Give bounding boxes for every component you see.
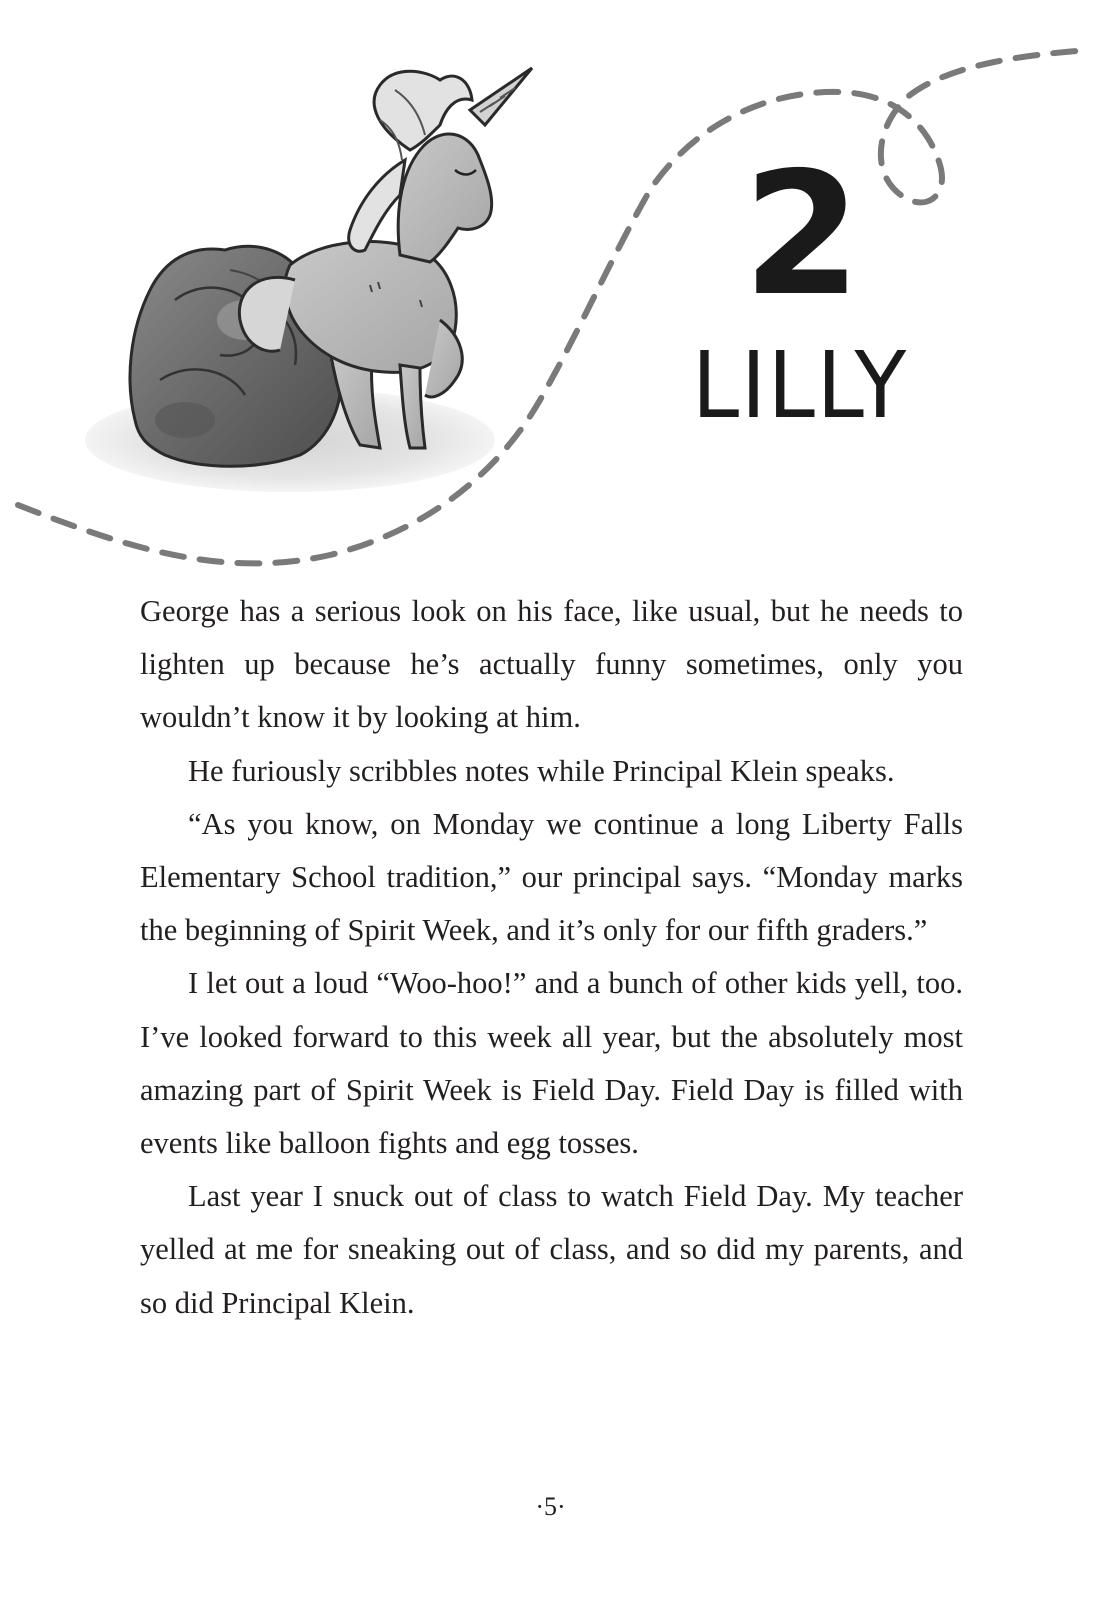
paragraph: I let out a loud “Woo-hoo!” and a bunch of other kids yell, too. I’ve looked forward to this week all year, but the absolutely most amazing part of Spirit Week is Field Day. Field Day is filled with events like balloon fights and egg tosses.: [140, 966, 963, 1161]
body-text: [140, 585, 963, 1330]
paragraph: “As you know, on Monday we continue a long Liberty Falls Elementary School tradition,” our principal says. “Monday marks the beginning of Spirit Week, and it’s only for our fifth graders.”: [140, 806, 963, 948]
unicorn-illustration: [0, 0, 1101, 600]
paragraph: He furiously scribbles notes while Principal Klein speaks.: [188, 753, 895, 788]
paragraph: George has a serious look on his face, like usual, but he needs to lighten up because he’s actually funny sometimes, only you wouldn’t know it by looking at him.: [140, 594, 963, 735]
chapter-number: 2: [742, 136, 858, 334]
page-number: ·5·: [535, 1492, 566, 1521]
paragraph: Last year I snuck out of class to watch Field Day. My teacher yelled at me for sneaking out of class, and so did my parents, and so did Principal Klein.: [140, 1179, 963, 1320]
chapter-title: LILLY: [691, 332, 909, 439]
